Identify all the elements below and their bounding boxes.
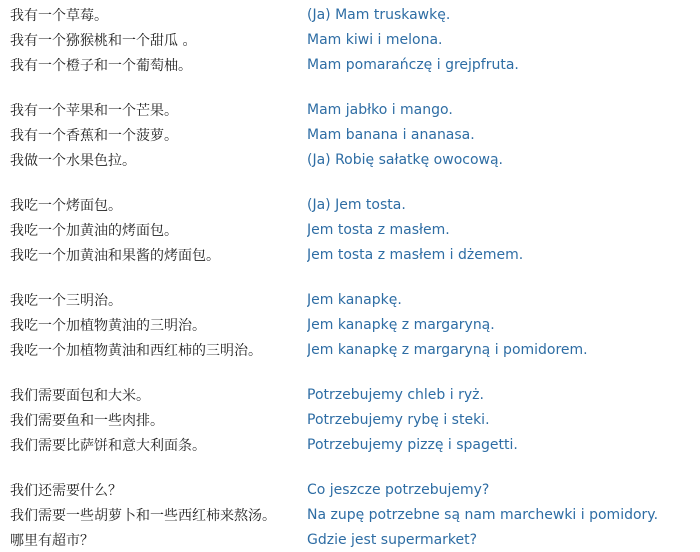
polish-translation: Jem kanapkę. <box>307 291 402 308</box>
chinese-phrase: 我吃一个加黄油的烤面包。 <box>10 222 178 239</box>
chinese-phrase: 我有一个苹果和一个芒果。 <box>10 102 178 119</box>
polish-translation: Mam kiwi i melona. <box>307 31 443 48</box>
chinese-phrase: 我们需要一些胡萝卜和一些西红柿来熬汤。 <box>10 507 276 524</box>
polish-translation: Potrzebujemy rybę i steki. <box>307 411 490 428</box>
chinese-phrase: 我有一个猕猴桃和一个甜瓜 。 <box>10 32 197 49</box>
chinese-phrase: 我们需要面包和大米。 <box>10 387 150 404</box>
chinese-phrase: 我吃一个烤面包。 <box>10 197 122 214</box>
polish-translation: Co jeszcze potrzebujemy? <box>307 481 490 498</box>
phrase-group-5 <box>10 382 700 457</box>
polish-translation: Jem tosta z masłem. <box>307 221 450 238</box>
chinese-phrase: 我有一个草莓。 <box>10 7 108 24</box>
phrase-group-2 <box>10 97 700 172</box>
phrase-group-3 <box>10 192 700 267</box>
chinese-phrase: 我们还需要什么？ <box>10 482 122 499</box>
phrase-table <box>10 2 700 552</box>
phrase-row <box>10 2 700 27</box>
chinese-phrase: 我吃一个三明治。 <box>10 292 122 309</box>
chinese-phrase: 我有一个香蕉和一个菠萝。 <box>10 127 178 144</box>
polish-translation: Mam pomarańczę i grejpfruta. <box>307 56 519 73</box>
phrase-row <box>10 432 700 457</box>
chinese-phrase: 我们需要鱼和一些肉排。 <box>10 412 164 429</box>
phrase-row <box>10 527 700 552</box>
chinese-phrase: 我有一个橙子和一个葡萄柚。 <box>10 57 192 74</box>
polish-translation: (Ja) Jem tosta. <box>307 196 406 213</box>
phrase-row <box>10 217 700 242</box>
phrase-row <box>10 502 700 527</box>
chinese-phrase: 我吃一个加植物黄油和西红柿的三明治。 <box>10 342 262 359</box>
phrase-group-6 <box>10 477 700 552</box>
chinese-phrase: 哪里有超市？ <box>10 532 94 549</box>
phrase-row <box>10 192 700 217</box>
chinese-phrase: 我们需要比萨饼和意大利面条。 <box>10 437 206 454</box>
phrase-row <box>10 52 700 77</box>
phrase-row <box>10 287 700 312</box>
chinese-phrase: 我吃一个加植物黄油的三明治。 <box>10 317 206 334</box>
phrase-row <box>10 382 700 407</box>
polish-translation: Gdzie jest supermarket? <box>307 531 478 548</box>
polish-translation: Potrzebujemy chleb i ryż. <box>307 386 484 403</box>
polish-translation: (Ja) Mam truskawkę. <box>307 6 451 23</box>
chinese-phrase: 我吃一个加黄油和果酱的烤面包。 <box>10 247 220 264</box>
polish-translation: Potrzebujemy pizzę i spagetti. <box>307 436 518 453</box>
phrase-row <box>10 337 700 362</box>
phrase-row <box>10 27 700 52</box>
polish-translation: Na zupę potrzebne są nam marchewki i pomidory. <box>307 506 659 523</box>
phrase-row <box>10 407 700 432</box>
polish-translation: (Ja) Robię sałatkę owocową. <box>307 151 503 168</box>
phrase-row <box>10 242 700 267</box>
phrase-group-1 <box>10 2 700 77</box>
polish-translation: Mam banana i ananasa. <box>307 126 475 143</box>
polish-translation: Jem kanapkę z margaryną i pomidorem. <box>307 341 588 358</box>
polish-translation: Jem tosta z masłem i dżemem. <box>307 246 524 263</box>
polish-translation: Mam jabłko i mango. <box>307 101 453 118</box>
polish-translation: Jem kanapkę z margaryną. <box>307 316 495 333</box>
phrase-row <box>10 477 700 502</box>
phrase-group-4 <box>10 287 700 362</box>
phrase-row <box>10 147 700 172</box>
phrase-row <box>10 97 700 122</box>
phrase-row <box>10 312 700 337</box>
chinese-phrase: 我做一个水果色拉。 <box>10 152 136 169</box>
phrase-row <box>10 122 700 147</box>
